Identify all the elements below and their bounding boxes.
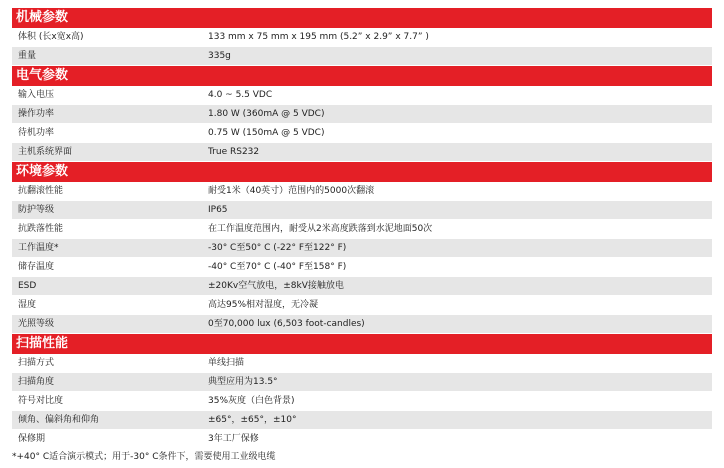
row-label: 符号对比度 [18,396,64,406]
table-row [12,220,712,239]
row-label: 工作温度* [18,243,59,253]
row-label: 扫描角度 [18,377,55,387]
row-label: 储存温度 [18,262,55,272]
table-row [12,239,712,258]
row-value: ±20Kv空气放电，±8kV接触放电 [208,281,344,291]
table-row [12,105,712,124]
row-value: True RS232 [208,147,260,157]
section-mechanical [12,8,712,66]
row-label: 湿度 [18,300,37,310]
row-value: 典型应用为13.5° [208,377,278,387]
section-header: 机械参数 [12,8,712,28]
row-value: IP65 [208,205,228,215]
row-label: 抗跌落性能 [18,224,64,234]
row-value: 1.80 W (360mA @ 5 VDC) [208,109,325,119]
table-row [12,315,712,334]
row-label: 保修期 [18,434,46,444]
section-electrical [12,66,712,162]
row-label: 重量 [18,51,37,61]
row-value: 335g [208,51,231,61]
row-value: 耐受1米（40英寸）范围内的5000次翻滚 [208,186,375,196]
table-row [12,373,712,392]
row-label: 操作功率 [18,109,55,119]
row-value: 0至70,000 lux (6,503 foot-candles) [208,319,365,329]
row-value: 35%灰度（白色背景) [208,396,295,406]
row-value: -30° C至50° C (-22° F至122° F) [208,243,347,253]
row-label: 抗翻滚性能 [18,186,64,196]
section-header: 环境参数 [12,162,712,182]
footnote: *+40° C适合演示模式；用于-30° C条件下，需要使用工业级电缆 [12,452,276,462]
table-row [12,28,712,47]
table-row [12,47,712,66]
table-row [12,201,712,220]
section-header: 电气参数 [12,66,712,86]
row-value: ±65°，±65°，±10° [208,415,297,425]
row-label: 输入电压 [18,90,55,100]
table-row [12,143,712,162]
row-label: 防护等级 [18,205,55,215]
table-row [12,277,712,296]
row-value: 3年工厂保修 [208,434,259,444]
section-scanning [12,334,712,449]
row-value: 高达95%相对湿度，无冷凝 [208,300,319,310]
table-row [12,296,712,315]
row-label: 体积 (长x宽x高) [18,32,84,42]
table-row [12,354,712,373]
row-value: 在工作温度范围内，耐受从2米高度跌落到水泥地面50次 [208,224,433,234]
spec-table [12,8,712,449]
row-label: 光照等级 [18,319,55,329]
row-label: 倾角、偏斜角和仰角 [18,415,100,425]
table-row [12,430,712,449]
table-row [12,411,712,430]
row-label: ESD [18,281,37,291]
row-label: 主机系统界面 [18,147,73,157]
table-row [12,86,712,105]
table-row [12,124,712,143]
table-row [12,258,712,277]
row-value: 4.0 ~ 5.5 VDC [208,90,273,100]
row-label: 待机功率 [18,128,55,138]
section-environmental [12,162,712,334]
table-row [12,392,712,411]
row-value: 0.75 W (150mA @ 5 VDC) [208,128,325,138]
row-value: 单线扫描 [208,358,245,368]
section-header: 扫描性能 [12,334,712,354]
row-label: 扫描方式 [18,358,55,368]
table-row [12,182,712,201]
row-value: -40° C至70° C (-40° F至158° F) [208,262,347,272]
row-value: 133 mm x 75 mm x 195 mm (5.2” x 2.9” x 7.7” ) [208,32,429,42]
